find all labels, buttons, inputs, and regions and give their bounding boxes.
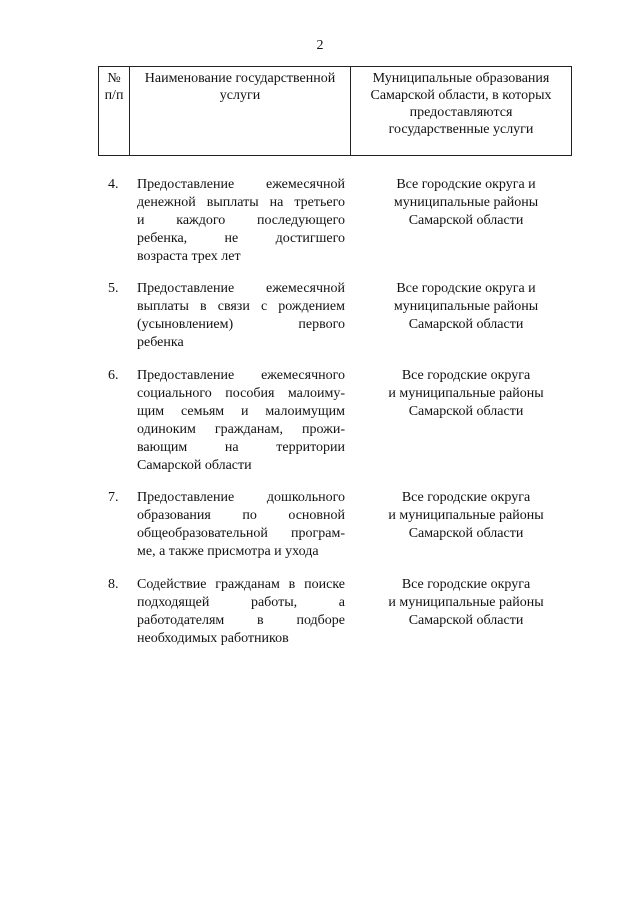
- row-muni-line: Все городские округа: [401, 490, 531, 505]
- row-muni-line: Самарской области: [408, 404, 524, 419]
- row-number: 4.: [108, 177, 119, 192]
- table-header: [98, 66, 572, 156]
- header-name-line1: Наименование государственной: [144, 71, 336, 86]
- row-number: 6.: [108, 368, 119, 383]
- row-muni-line: Все городские округа и: [396, 281, 536, 296]
- row-name-line: образования по основной: [137, 508, 345, 523]
- row-muni-line: и муниципальные районы: [388, 508, 544, 523]
- row-service-name: [137, 489, 345, 561]
- header-num-line2: п/п: [104, 88, 124, 103]
- row-name-line: возраста трех лет: [137, 249, 241, 264]
- row-muni-line: и муниципальные районы: [388, 386, 544, 401]
- row-name-line: одиноким гражданам, прожи-: [137, 422, 345, 437]
- row-name-line: подходящей работы, а: [137, 595, 345, 610]
- row-name-line: Предоставление ежемесячной: [137, 281, 345, 296]
- row-muni-line: Все городские округа: [401, 368, 531, 383]
- header-name-line2: услуги: [219, 88, 261, 103]
- header-muni-line4: государственные услуги: [388, 122, 534, 137]
- row-service-name: [137, 176, 345, 266]
- row-municipalities: [360, 367, 572, 421]
- row-muni-line: муниципальные районы: [393, 299, 539, 314]
- header-muni-column: [351, 67, 571, 155]
- row-name-line: ребенка: [137, 335, 184, 350]
- header-muni-line1: Муниципальные образования: [372, 71, 550, 86]
- header-num-column: [99, 67, 130, 155]
- row-name-line: Предоставление ежемесячного: [137, 368, 345, 383]
- row-name-line: щим семьям и малоимущим: [137, 404, 345, 419]
- row-muni-line: Все городские округа и: [396, 177, 536, 192]
- row-name-line: Предоставление дошкольного: [137, 490, 345, 505]
- row-name-line: ме, а также присмотра и ухода: [137, 544, 319, 559]
- row-muni-line: Самарской области: [408, 613, 524, 628]
- row-number: 7.: [108, 490, 119, 505]
- row-name-line: выплаты в связи с рождением: [137, 299, 345, 314]
- row-name-line: работодателям в подборе: [137, 613, 345, 628]
- row-muni-line: Самарской области: [408, 213, 524, 228]
- row-name-line: ребенка, не достигшего: [137, 231, 345, 246]
- header-muni-line3: предоставляются: [409, 105, 513, 120]
- page-number: 2: [316, 38, 324, 53]
- row-number: 8.: [108, 577, 119, 592]
- row-municipalities: [360, 489, 572, 543]
- row-name-line: Предоставление ежемесячной: [137, 177, 345, 192]
- row-muni-line: Самарской области: [408, 526, 524, 541]
- row-municipalities: [360, 280, 572, 334]
- row-name-line: и каждого последующего: [137, 213, 345, 228]
- header-name-column: [130, 67, 351, 155]
- row-number: 5.: [108, 281, 119, 296]
- row-muni-line: и муниципальные районы: [388, 595, 544, 610]
- row-name-line: (усыновлением) первого: [137, 317, 345, 332]
- row-municipalities: [360, 576, 572, 630]
- header-muni-line2: Самарской области, в которых: [370, 88, 552, 103]
- row-muni-line: Все городские округа: [401, 577, 531, 592]
- row-name-line: Самарской области: [137, 458, 252, 473]
- row-name-line: Содействие гражданам в поиске: [137, 577, 345, 592]
- row-muni-line: муниципальные районы: [393, 195, 539, 210]
- row-name-line: денежной выплаты на третьего: [137, 195, 345, 210]
- row-name-line: социального пособия малоиму-: [137, 386, 345, 401]
- header-num-line1: №: [107, 71, 121, 86]
- row-service-name: [137, 280, 345, 352]
- row-service-name: [137, 367, 345, 475]
- row-muni-line: Самарской области: [408, 317, 524, 332]
- row-service-name: [137, 576, 345, 648]
- row-municipalities: [360, 176, 572, 230]
- row-name-line: необходимых работников: [137, 631, 289, 646]
- row-name-line: общеобразовательной програм-: [137, 526, 345, 541]
- row-name-line: вающим на территории: [137, 440, 345, 455]
